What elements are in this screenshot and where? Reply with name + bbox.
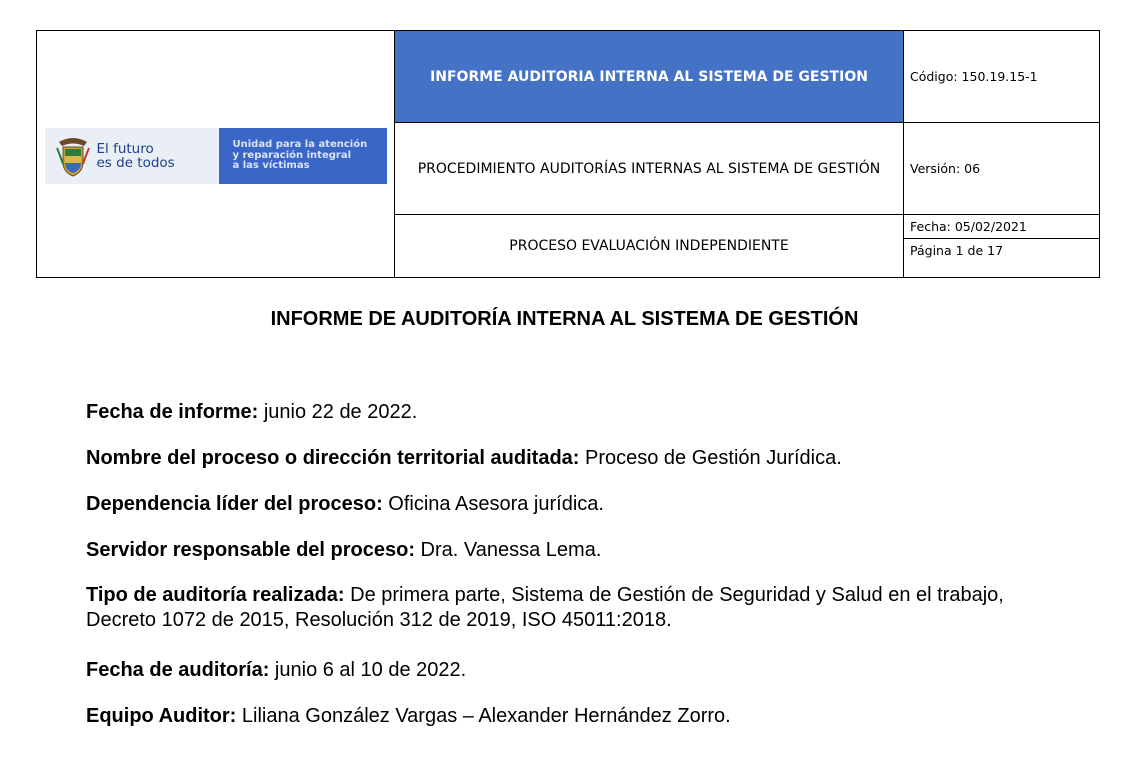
logo-slogan-line2: es de todos — [96, 155, 175, 171]
field-label: Nombre del proceso o dirección territorial auditada: — [86, 447, 580, 469]
field-value: Liliana González Vargas – Alexander Hernández Zorro. — [236, 705, 731, 727]
document-header-table — [36, 30, 1100, 278]
field-audit-type — [86, 583, 1066, 633]
logo-unit-text: Unidad para la atención y reparación integral a las víctimas — [232, 139, 368, 172]
field-label: Tipo de auditoría realizada: — [86, 584, 345, 606]
field-value: Oficina Asesora jurídica. — [382, 493, 604, 515]
header-code: Código: 150.19.15-1 — [904, 31, 1099, 123]
logo-right-panel — [219, 128, 387, 184]
logo-slogan-line1: El futuro — [96, 141, 154, 157]
field-responsible-officer — [86, 538, 1066, 563]
institution-logo — [45, 128, 387, 184]
field-label: Fecha de auditoría: — [86, 659, 270, 681]
header-procedure: PROCEDIMIENTO AUDITORÍAS INTERNAS AL SISTEMA DE GESTIÓN — [395, 123, 904, 215]
field-label: Dependencia líder del proceso: — [86, 493, 383, 515]
field-report-date — [86, 400, 1066, 425]
header-report-title: INFORME AUDITORIA INTERNA AL SISTEMA DE GESTION — [395, 31, 904, 123]
field-label: Equipo Auditor: — [86, 705, 237, 727]
field-value: De primera parte, Sistema de Gestión de Seguridad y Salud en el trabajo, Decreto 1072 de 2015, Resolución 312 de 2019, ISO 45011:2018. — [86, 584, 1004, 631]
logo-left-panel — [45, 128, 219, 184]
field-value: junio 6 al 10 de 2022. — [269, 659, 467, 681]
field-value: junio 22 de 2022. — [258, 401, 418, 423]
field-label: Fecha de informe: — [86, 401, 259, 423]
field-label: Servidor responsable del proceso: — [86, 539, 415, 561]
header-process: PROCESO EVALUACIÓN INDEPENDIENTE — [395, 215, 904, 277]
header-date: Fecha: 05/02/2021 — [904, 215, 1099, 239]
logo-cell — [37, 31, 395, 277]
header-version: Versión: 06 — [904, 123, 1099, 215]
field-lead-department — [86, 492, 1066, 517]
field-process-name — [86, 446, 1066, 471]
coat-of-arms-icon — [53, 134, 93, 178]
field-audit-date — [86, 658, 1066, 683]
field-value: Dra. Vanessa Lema. — [415, 539, 602, 561]
document-title: INFORME DE AUDITORÍA INTERNA AL SISTEMA DE GESTIÓN — [270, 308, 859, 330]
logo-slogan — [97, 142, 175, 170]
header-page-number: Página 1 de 17 — [910, 243, 1004, 258]
field-audit-team — [86, 704, 1066, 729]
field-value: Proceso de Gestión Jurídica. — [579, 447, 842, 469]
